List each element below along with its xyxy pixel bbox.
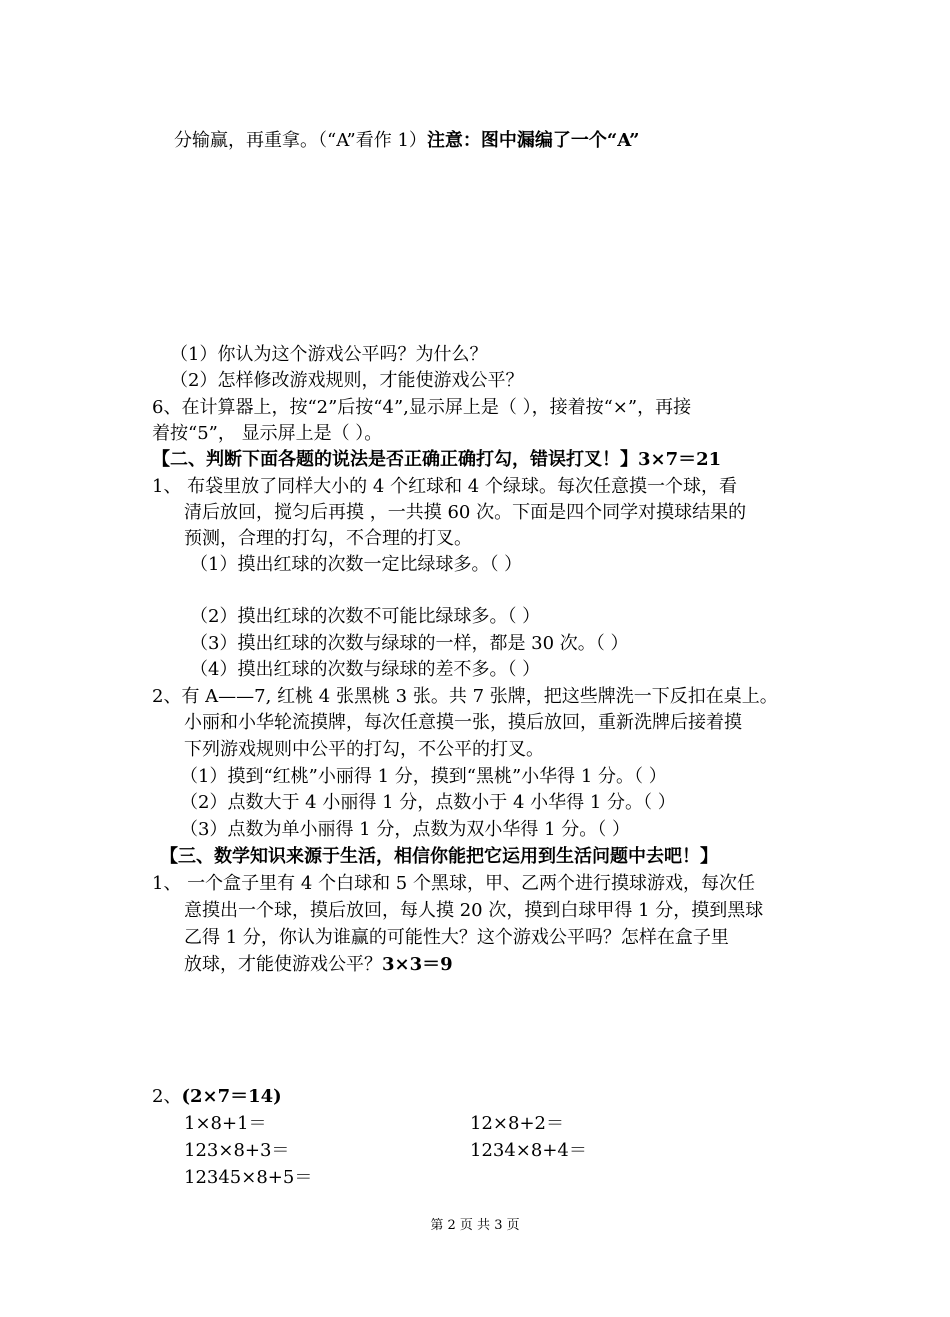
s2-q1-opt4: （4）摸出红球的次数与绿球的差不多。（ ） bbox=[190, 659, 541, 680]
s3-q2-label bbox=[152, 1084, 282, 1110]
s2-q1-opt3: （3）摸出红球的次数与绿球的一样，都是 30 次。（ ） bbox=[190, 633, 629, 654]
s2-q1-opt2: （2）摸出红球的次数不可能比绿球多。（ ） bbox=[190, 606, 541, 627]
intro-text: 分输赢，再重拿。（“A”看作 1） bbox=[174, 130, 427, 151]
calc-row2-right: 1234×8+4＝ bbox=[470, 1140, 587, 1161]
q5-sub2: （2）怎样修改游戏规则，才能使游戏公平？ bbox=[170, 370, 524, 391]
q5-sub1: （1）你认为这个游戏公平吗？为什么？ bbox=[170, 344, 488, 365]
q6-line2: 着按“5”， 显示屏上是（ ）。 bbox=[152, 423, 383, 444]
page-footer: 第 2 页 共 3 页 bbox=[430, 1218, 520, 1233]
s2-q2-line2: 小丽和小华轮流摸牌，每次任意摸一张，摸后放回，重新洗牌后接着摸 bbox=[184, 712, 742, 733]
s2-q1-line1: 1、 布袋里放了同样大小的 4 个红球和 4 个绿球。每次任意摸一个球，看 bbox=[152, 476, 737, 497]
intro-line bbox=[174, 128, 639, 154]
s2-q2-opt1: （1）摸到“红桃”小丽得 1 分，摸到“黑桃”小华得 1 分。（ ） bbox=[180, 766, 667, 787]
s2-q2-line1: 2、有 A——7, 红桃 4 张黑桃 3 张。共 7 张牌，把这些牌洗一下反扣在桌上。 bbox=[152, 686, 778, 707]
calc-row1-right: 12×8+2＝ bbox=[470, 1113, 564, 1134]
calc-row3-left: 12345×8+5＝ bbox=[184, 1167, 313, 1188]
section2-heading: 【二、判断下面各题的说法是否正确正确打勾，错误打叉！】3×7＝21 bbox=[152, 449, 722, 470]
s3-q1-line1: 1、 一个盒子里有 4 个白球和 5 个黑球，甲、乙两个进行摸球游戏，每次任 bbox=[152, 873, 755, 894]
s2-q1-opt1: （1）摸出红球的次数一定比绿球多。（ ） bbox=[190, 554, 523, 575]
s2-q1-line3: 预测，合理的打勾，不合理的打叉。 bbox=[184, 528, 472, 549]
calc-row1-left: 1×8+1＝ bbox=[184, 1113, 267, 1134]
s3-q2-prefix: 2、 bbox=[152, 1086, 182, 1107]
s3-q2-score: (2×7＝14) bbox=[181, 1086, 282, 1107]
s2-q2-opt2: （2）点数大于 4 小丽得 1 分，点数小于 4 小华得 1 分。（ ） bbox=[180, 792, 676, 813]
calc-row2-left: 123×8+3＝ bbox=[184, 1140, 290, 1161]
s2-q2-line3: 下列游戏规则中公平的打勾，不公平的打叉。 bbox=[184, 739, 544, 760]
s3-q1-line4 bbox=[184, 952, 453, 978]
s2-q2-opt3: （3）点数为单小丽得 1 分，点数为双小华得 1 分。（ ） bbox=[180, 819, 630, 840]
section3-heading: 【三、数学知识来源于生活，相信你能把它运用到生活问题中去吧！】 bbox=[160, 846, 718, 867]
s2-q1-line2: 清后放回，搅匀后再摸 ，一共摸 60 次。下面是四个同学对摸球结果的 bbox=[184, 502, 747, 523]
intro-note: 注意：图中漏编了一个“A” bbox=[426, 130, 640, 151]
s3-q1-score: 3×3＝9 bbox=[382, 954, 453, 975]
s3-q1-line2: 意摸出一个球，摸后放回，每人摸 20 次，摸到白球甲得 1 分，摸到黑球 bbox=[184, 900, 764, 921]
s3-q1-line3: 乙得 1 分，你认为谁赢的可能性大？这个游戏公平吗？怎样在盒子里 bbox=[184, 927, 729, 948]
s3-q1-line4-text: 放球，才能使游戏公平？ bbox=[184, 954, 382, 975]
q6-line1: 6、在计算器上，按“2”后按“4”,显示屏上是（ ），接着按“×”，再接 bbox=[152, 397, 692, 418]
